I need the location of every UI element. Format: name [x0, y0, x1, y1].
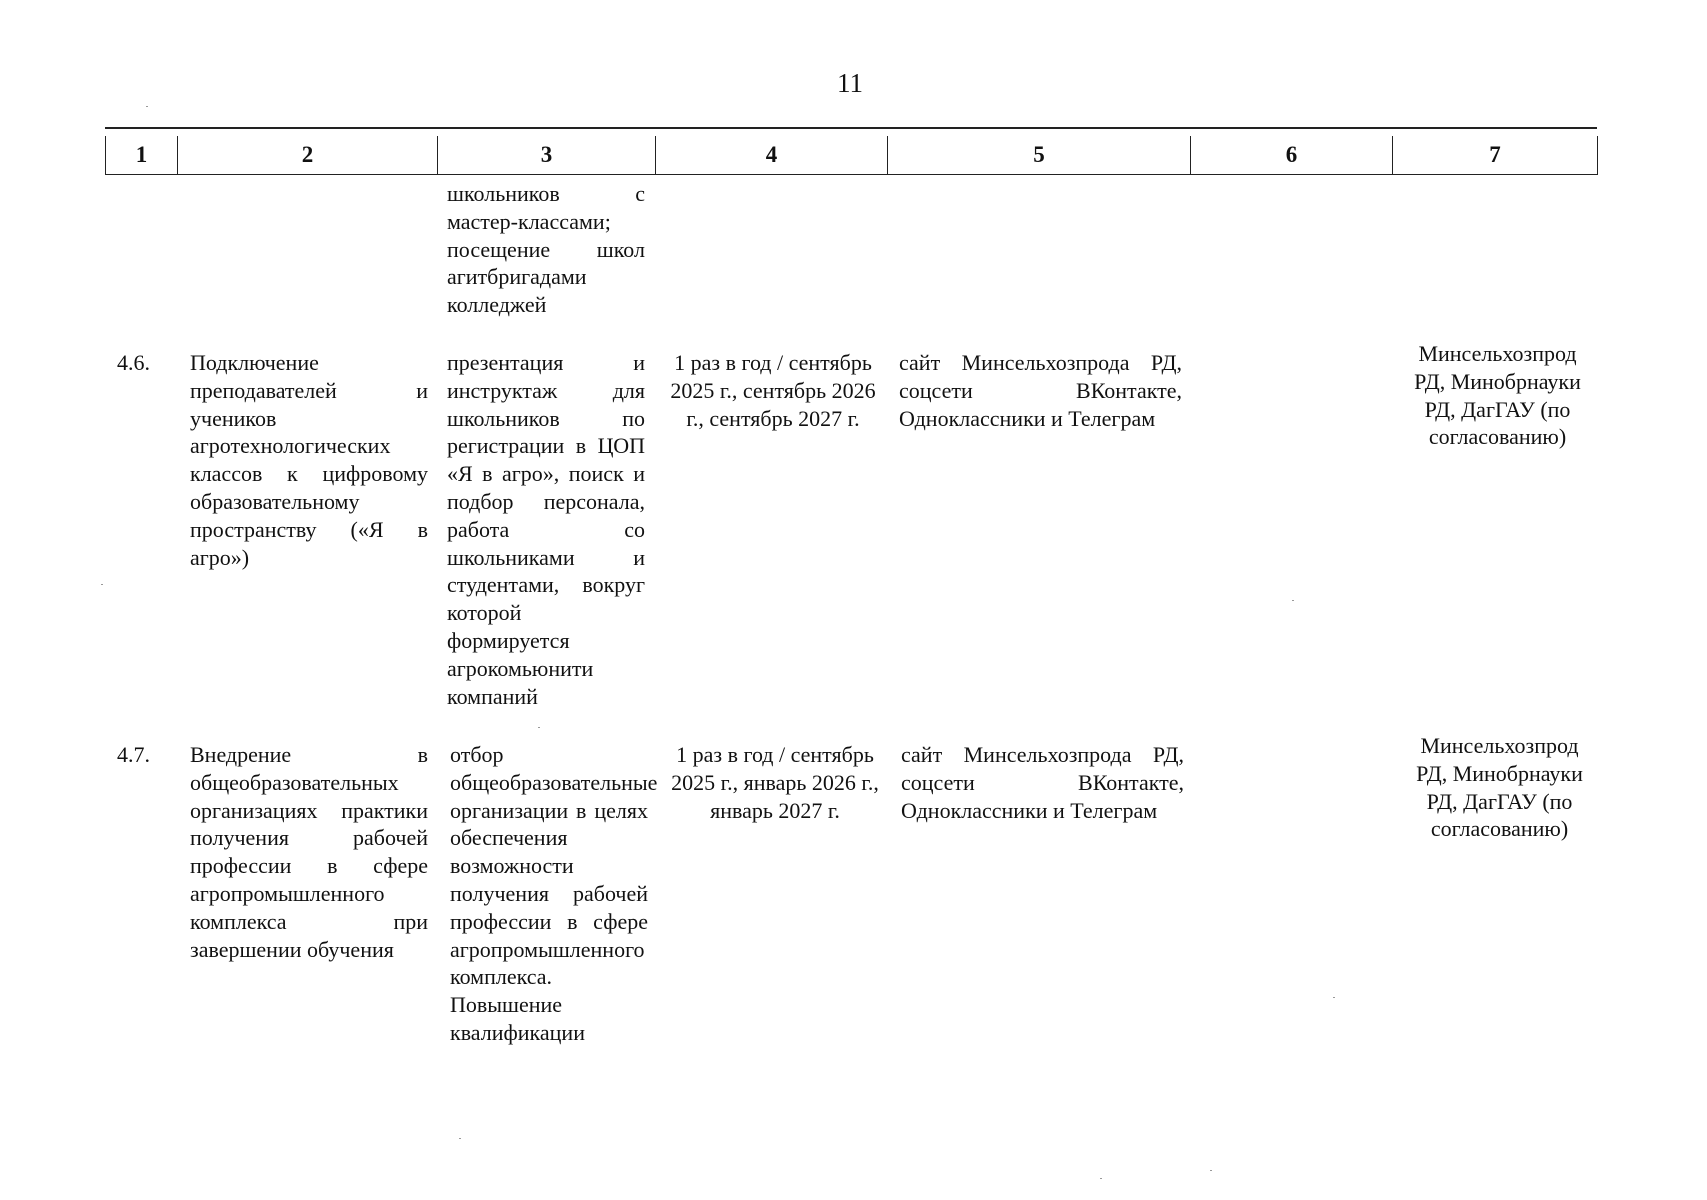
channels-cell: сайт Минсельхозпрода РД, соцсети ВКонтакте, Одноклассники и Телеграм — [899, 350, 1182, 431]
scan-speck — [1333, 997, 1335, 998]
scan-speck — [146, 106, 148, 107]
scan-speck — [1210, 1170, 1212, 1171]
scan-speck — [538, 727, 540, 728]
table-header — [105, 136, 1598, 175]
scan-speck — [1292, 600, 1294, 601]
scan-speck — [459, 1138, 461, 1139]
header-row — [106, 136, 1598, 175]
channels-cell: сайт Минсельхозпрода РД, соцсети ВКонтакте, Одноклассники и Телеграм — [901, 742, 1184, 823]
column-header-5: 5 — [888, 136, 1191, 175]
row-number: 4.7. — [117, 742, 150, 767]
column-header-6: 6 — [1191, 136, 1393, 175]
activity-name-cell: Внедрение в общеобразовательных организациях практики получения рабочей профессии в сфере агропромышленного комплекса при завершении обучения — [190, 742, 428, 962]
row-number: 4.6. — [117, 350, 150, 375]
timing-cell: 1 раз в год / сентябрь 2025 г., сентябрь 2026 г., сентябрь 2027 г. — [670, 350, 876, 431]
column-header-3: 3 — [438, 136, 656, 175]
scan-speck — [1100, 1178, 1102, 1179]
scan-speck — [101, 584, 103, 585]
responsible-cell: Минсельхозпрод РД, Минобрнауки РД, ДагГАУ (по согласованию) — [1416, 733, 1583, 842]
activity-content-cell: презентация и инструктаж для школьников по регистрации в ЦОП «Я в агро», поиск и подбор персонала, работа со школьниками и студентами, вокруг которой формируется агрокомьюнити компаний — [447, 350, 645, 709]
column-header-4: 4 — [656, 136, 888, 175]
continuation-content-cell: школьников с мастер-классами; посещение школ агитбригадами колледжей — [447, 181, 645, 318]
activity-name-cell: Подключение преподавателей и учеников агротехнологических классов к цифровому образовательному пространству («Я в агро») — [190, 350, 428, 570]
column-header-2: 2 — [178, 136, 438, 175]
table-top-rule — [105, 127, 1597, 129]
column-header-7: 7 — [1393, 136, 1598, 175]
page-number: 11 — [837, 68, 863, 98]
column-header-1: 1 — [106, 136, 178, 175]
responsible-cell: Минсельхозпрод РД, Минобрнауки РД, ДагГАУ (по согласованию) — [1414, 341, 1581, 450]
timing-cell: 1 раз в год / сентябрь 2025 г., январь 2026 г., январь 2027 г. — [671, 742, 879, 823]
activity-content-cell: отбор общеобразовательные организации в целях обеспечения возможности получения рабочей профессии в сфере агропромышленного комплекса. Повышение квалификации — [450, 742, 658, 1045]
